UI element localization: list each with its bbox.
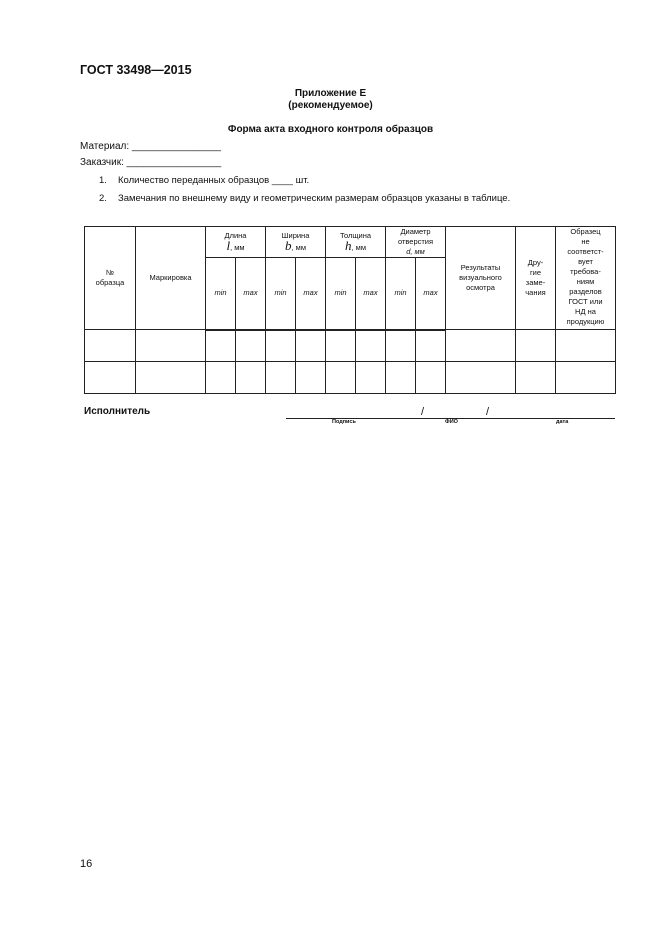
form-title: Форма акта входного контроля образцов — [227, 124, 434, 135]
table-cell[interactable] — [516, 330, 556, 362]
note-item — [99, 193, 510, 204]
header-diameter: Диаметр отверстия d, мм — [386, 227, 446, 258]
table-cell[interactable] — [356, 362, 386, 394]
table-cell[interactable] — [416, 362, 446, 394]
page-number: 16 — [80, 858, 93, 870]
table-cell[interactable] — [556, 330, 616, 362]
header-thickness-min: min — [326, 258, 356, 330]
header-nonconformity: Образец не соответст- вует требова- ниям разделов ГОСТ или НД на продукцию — [556, 227, 616, 330]
header-length-min: min — [206, 258, 236, 330]
header-thickness: Толщина h, мм — [326, 227, 386, 258]
separator-slash: / — [421, 406, 425, 418]
table-cell[interactable] — [356, 330, 386, 362]
table-header-row — [85, 227, 616, 258]
header-diameter-min: min — [386, 258, 416, 330]
table-cell[interactable] — [386, 330, 416, 362]
appendix-subtitle: (рекомендуемое) — [288, 100, 373, 111]
fio-caption: ФИО — [445, 419, 458, 425]
header-length: Длина l, мм — [206, 227, 266, 258]
header-sample-number: № образца — [85, 227, 136, 330]
header-visual-results: Результаты визуального осмотра — [446, 227, 516, 330]
table-cell[interactable] — [136, 330, 206, 362]
header-length-max: max — [236, 258, 266, 330]
inspection-table — [84, 226, 616, 394]
table-cell[interactable] — [326, 330, 356, 362]
table-cell[interactable] — [236, 362, 266, 394]
table-cell[interactable] — [296, 362, 326, 394]
table-cell[interactable] — [236, 330, 266, 362]
table-cell[interactable] — [206, 330, 236, 362]
note-item — [99, 175, 309, 186]
table-cell[interactable] — [85, 330, 136, 362]
table-cell[interactable] — [136, 362, 206, 394]
header-width: Ширина b, мм — [266, 227, 326, 258]
customer-field: Заказчик: _________________ — [80, 157, 222, 168]
table-cell[interactable] — [446, 362, 516, 394]
header-width-max: max — [296, 258, 326, 330]
table-cell[interactable] — [386, 362, 416, 394]
table-row — [85, 362, 616, 394]
note-number: 1. — [99, 175, 107, 186]
note-text: Количество переданных образцов ____ шт. — [118, 175, 310, 186]
document-code: ГОСТ 33498—2015 — [80, 63, 192, 77]
signature-caption: Подпись — [332, 419, 356, 425]
table-cell[interactable] — [266, 330, 296, 362]
material-field: Материал: ________________ — [80, 141, 221, 152]
header-diameter-max: max — [416, 258, 446, 330]
table-cell[interactable] — [556, 362, 616, 394]
table-cell[interactable] — [266, 362, 296, 394]
header-width-min: min — [266, 258, 296, 330]
separator-slash: / — [486, 406, 490, 418]
table-cell[interactable] — [85, 362, 136, 394]
table-cell[interactable] — [446, 330, 516, 362]
table-row — [85, 330, 616, 362]
table-cell[interactable] — [296, 330, 326, 362]
table-cell[interactable] — [206, 362, 236, 394]
table-cell[interactable] — [326, 362, 356, 394]
note-text: Замечания по внешнему виду и геометрическим размерам образцов указаны в таблице. — [118, 193, 511, 204]
table-cell[interactable] — [516, 362, 556, 394]
header-marking: Маркировка — [136, 227, 206, 330]
table-cell[interactable] — [416, 330, 446, 362]
header-other-remarks: Дру- гие заме- чания — [516, 227, 556, 330]
header-thickness-max: max — [356, 258, 386, 330]
appendix-title: Приложение Е — [294, 88, 367, 99]
note-number: 2. — [99, 193, 107, 204]
date-caption: дата — [556, 419, 569, 425]
executor-label: Исполнитель — [84, 406, 151, 417]
